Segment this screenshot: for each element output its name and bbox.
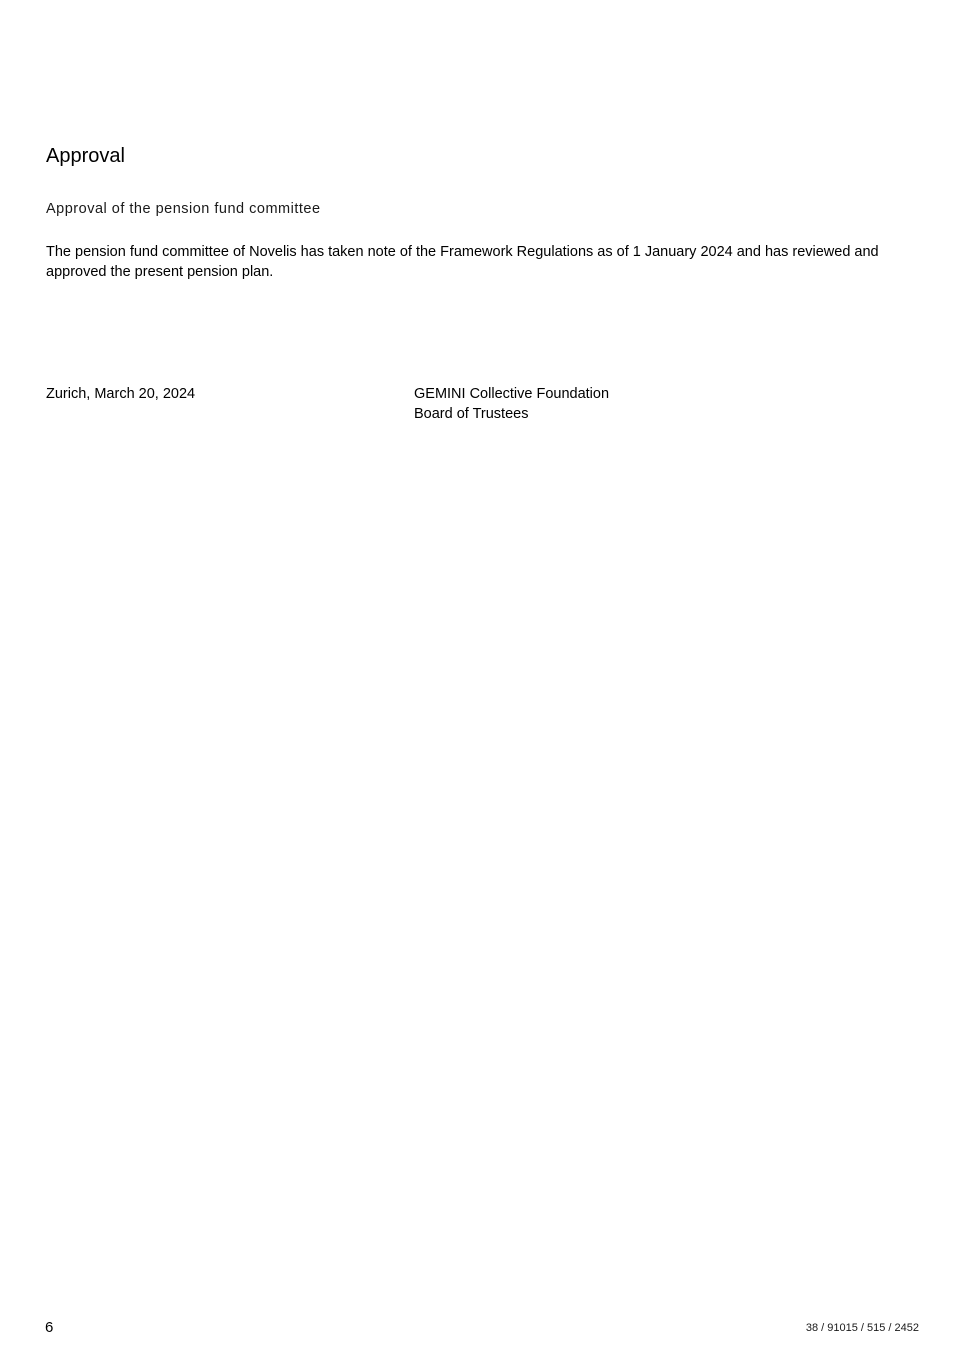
page-number: 6 bbox=[45, 1319, 54, 1336]
signatory-organization: GEMINI Collective Foundation bbox=[414, 386, 610, 402]
signatory-block bbox=[414, 384, 609, 424]
page-title: Approval bbox=[46, 145, 125, 167]
section-heading: Approval of the pension fund committee bbox=[46, 201, 321, 217]
document-reference: 38 / 91015 / 515 / 2452 bbox=[805, 1322, 919, 1334]
place-and-date: Zurich, March 20, 2024 bbox=[46, 386, 196, 402]
approval-statement: The pension fund committee of Novelis has taken note of the Framework Regulations as of 1 January 2024 and has reviewed and approved the present pension plan. bbox=[46, 244, 879, 280]
signatory-body: Board of Trustees bbox=[414, 406, 529, 422]
